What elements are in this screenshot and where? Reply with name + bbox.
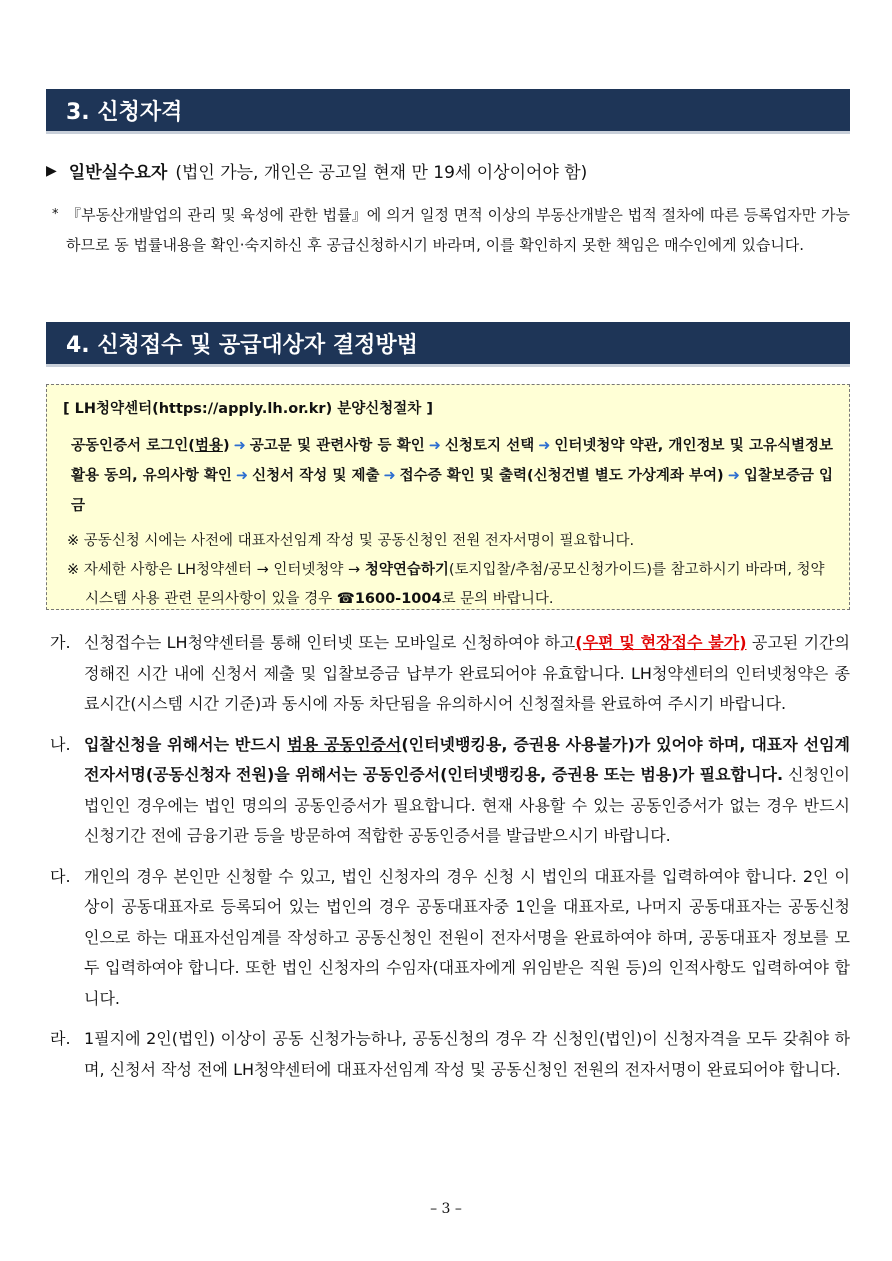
item-list bbox=[50, 628, 850, 1095]
section-3-header bbox=[46, 89, 850, 134]
procedure-box bbox=[46, 384, 850, 610]
arrow-right-icon: ➜ bbox=[428, 438, 441, 454]
procedure-note-details: ※ 자세한 사항은 LH청약센터 → 인터넷청약 → 청약연습하기(토지입찰/추첨/공모신청가이드)를 참고하시기 바라며, 청약시스템 사용 관련 문의사항이 있을 경우 ☎1600-1004로 문의 바랍니다. bbox=[67, 562, 825, 607]
step-receipt: 접수증 확인 및 출력(신청건별 별도 가상계좌 부여) bbox=[399, 468, 724, 484]
list-item-na: 나. 입찰신청을 위해서는 반드시 범용 공동인증서(인터넷뱅킹용, 증권용 사용불가)가 있어야 하며, 대표자 선임계 전자서명(공동신청자 전원)을 위해서는 공동인증서(인터넷뱅킹용, 증권용 또는 범용)가 필요합니다. 신청인이 법인인 경우에는 법인 명의의 공동인증서가 필요합니다. 현재 사용할 수 있는 공동인증서가 없는 경우 반드시 신청기간 전에 금융기관 등을 방문하여 적합한 공동인증서를 발급받으시기 바랍니다. bbox=[50, 730, 850, 852]
section-4-header bbox=[46, 322, 850, 367]
triangle-right-icon: ▶ bbox=[46, 162, 57, 179]
warning-text: (우편 및 현장접수 불가) bbox=[575, 633, 747, 652]
item-marker: 라. bbox=[50, 1029, 71, 1048]
step-agreements: 인터넷청약 약관, 개인정보 및 고유식별정보 활용 동의, 유의사항 확인 bbox=[71, 438, 834, 484]
step-check-notice: 공고문 및 관련사항 등 확인 bbox=[249, 438, 425, 454]
procedure-note-joint: ※ 공동신청 시에는 사전에 대표자선임계 작성 및 공동신청인 전원 전자서명이 필요합니다. bbox=[67, 533, 635, 549]
arrow-right-icon: ➜ bbox=[233, 438, 246, 454]
page-number: – 3 – bbox=[430, 1201, 462, 1217]
list-item-da: 다. 개인의 경우 본인만 신청할 수 있고, 법인 신청자의 경우 신청 시 법인의 대표자를 입력하여야 합니다. 2인 이상이 공동대표자로 등록되어 있는 법인의 경우 공동대표자중 1인을 대표자로, 나머지 공동대표자는 공동신청인으로 하는 대표자선임계를 작성하고 공동신청인 전원이 전자서명을 완료하여야 하며, 공동대표자 정보를 모두 입력하여야 합니다. 또한 법인 신청자의 수임자(대표자에게 위임받은 직원 등)의 인적사항도 입력하여야 합니다. bbox=[50, 862, 850, 1015]
step-login: 공동인증서 로그인(범용) bbox=[71, 438, 230, 454]
step-submit-application: 신청서 작성 및 제출 bbox=[252, 468, 380, 484]
item-marker: 나. bbox=[50, 734, 71, 754]
item-marker: 다. bbox=[50, 866, 71, 886]
step-deposit: 입찰보증금 입금 bbox=[71, 468, 833, 514]
arrow-right-icon: ➜ bbox=[727, 468, 740, 484]
procedure-notes bbox=[63, 527, 833, 614]
list-item-ga: 가. 신청접수는 LH청약센터를 통해 인터넷 또는 모바일로 신청하여야 하고(우편 및 현장접수 불가) 공고된 기간의 정해진 시간 내에 신청서 제출 및 입찰보증금 납부가 완료되어야 유효합니다. LH청약센터의 인터넷청약은 종료시간(시스템 시간 기준)과 동시에 자동 차단됨을 유의하시어 신청절차를 완료하여 주시기 바랍니다. bbox=[50, 628, 850, 720]
step-select-land: 신청토지 선택 bbox=[444, 438, 535, 454]
item-marker: 가. bbox=[50, 633, 71, 652]
legal-note-text: 『부동산개발업의 관리 및 육성에 관한 법률』에 의거 일정 면적 이상의 부동산개발은 법적 절차에 따른 등록업자만 가능하므로 동 법률내용을 확인·숙지하신 후 공급신청하시기 바라며, 이를 확인하지 못한 책임은 매수인에게 있습니다. bbox=[66, 206, 850, 254]
list-item-ra: 라. 1필지에 2인(법인) 이상이 공동 신청가능하나, 공동신청의 경우 각 신청인(법인)이 신청자격을 모두 갖춰야 하며, 신청서 작성 전에 LH청약센터에 대표자선임계 작성 및 공동신청인 전원의 전자서명이 완료되어야 합니다. bbox=[50, 1024, 850, 1085]
note-mark: * bbox=[52, 207, 59, 222]
qualification-line bbox=[46, 158, 850, 183]
arrow-right-icon: ➜ bbox=[235, 468, 249, 484]
qualification-detail: (법인 가능, 개인은 공고일 현재 만 19세 이상이어야 함) bbox=[175, 163, 588, 183]
procedure-flow bbox=[63, 431, 833, 521]
section-3-title: 3. 신청자격 bbox=[66, 99, 183, 125]
section-4-title: 4. 신청접수 및 공급대상자 결정방법 bbox=[66, 332, 418, 358]
qualification-label: 일반실수요자 bbox=[68, 163, 168, 183]
arrow-right-icon: ➜ bbox=[383, 468, 396, 484]
arrow-right-icon: ➜ bbox=[538, 438, 551, 454]
legal-note bbox=[52, 200, 850, 260]
phone-number: ☎1600-1004 bbox=[336, 591, 442, 607]
procedure-title: [ LH청약센터(https://apply.lh.or.kr) 분양신청절차 ] bbox=[63, 401, 433, 417]
